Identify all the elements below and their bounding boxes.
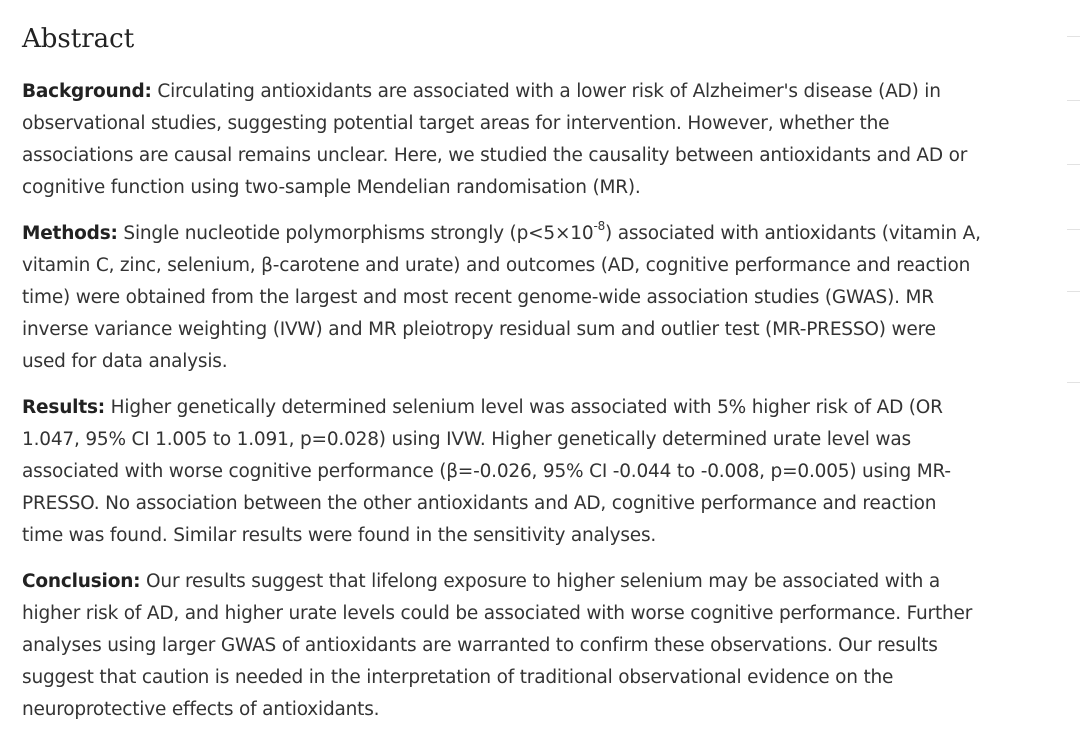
methods-label: Methods: <box>22 223 118 244</box>
results-paragraph <box>22 392 982 552</box>
results-label: Results: <box>22 397 105 418</box>
methods-paragraph <box>22 218 982 378</box>
conclusion-label: Conclusion: <box>22 571 141 592</box>
methods-text-after: ) associated with antioxidants (vitamin A, vitamin C, zinc, selenium, β-carotene and urate) and outcomes (AD, cognitive performance and reaction time) were obtained from the largest and most recent genome-wide association studies (GWAS). MR inverse variance weighting (IVW) and MR pleiotropy residual sum and outlier test (MR-PRESSO) were used for data analysis. <box>22 223 981 372</box>
methods-exponent: -8 <box>593 218 606 233</box>
edge-divider <box>1067 100 1080 101</box>
methods-text-before: Single nucleotide polymorphisms strongly (p<5×10 <box>117 223 594 244</box>
abstract-heading: Abstract <box>22 24 135 54</box>
results-text: Higher genetically determined selenium level was associated with 5% higher risk of AD (OR 1.047, 95% CI 1.005 to 1.091, p=0.028) using IVW. Higher genetically determined urate level was associated with worse cognitive performance (β=-0.026, 95% CI -0.044 to -0.008, p=0.005) using MR-PRESSO. No association between the other antioxidants and AD, cognitive performance and reaction time was found. Similar results were found in the sensitivity analyses. <box>22 397 951 546</box>
edge-divider <box>1067 229 1080 230</box>
edge-divider <box>1067 164 1080 165</box>
edge-divider <box>1067 36 1080 37</box>
conclusion-text: Our results suggest that lifelong exposure to higher selenium may be associated with a higher risk of AD, and higher urate levels could be associated with worse cognitive performance. Further analyses using larger GWAS of antioxidants are warranted to confirm these observations. Our results suggest that caution is needed in the interpretation of traditional observational evidence on the neuroprotective effects of antioxidants. <box>22 571 973 720</box>
background-label: Background: <box>22 81 152 102</box>
edge-divider <box>1067 291 1080 292</box>
abstract-section <box>22 22 982 740</box>
background-text: Circulating antioxidants are associated with a lower risk of Alzheimer's disease (AD) in observational studies, suggesting potential target areas for intervention. However, whether the associations are causal remains unclear. Here, we studied the causality between antioxidants and AD or cognitive function using two-sample Mendelian randomisation (MR). <box>22 81 968 198</box>
edge-divider <box>1067 382 1080 383</box>
conclusion-paragraph <box>22 566 982 726</box>
background-paragraph <box>22 76 982 204</box>
